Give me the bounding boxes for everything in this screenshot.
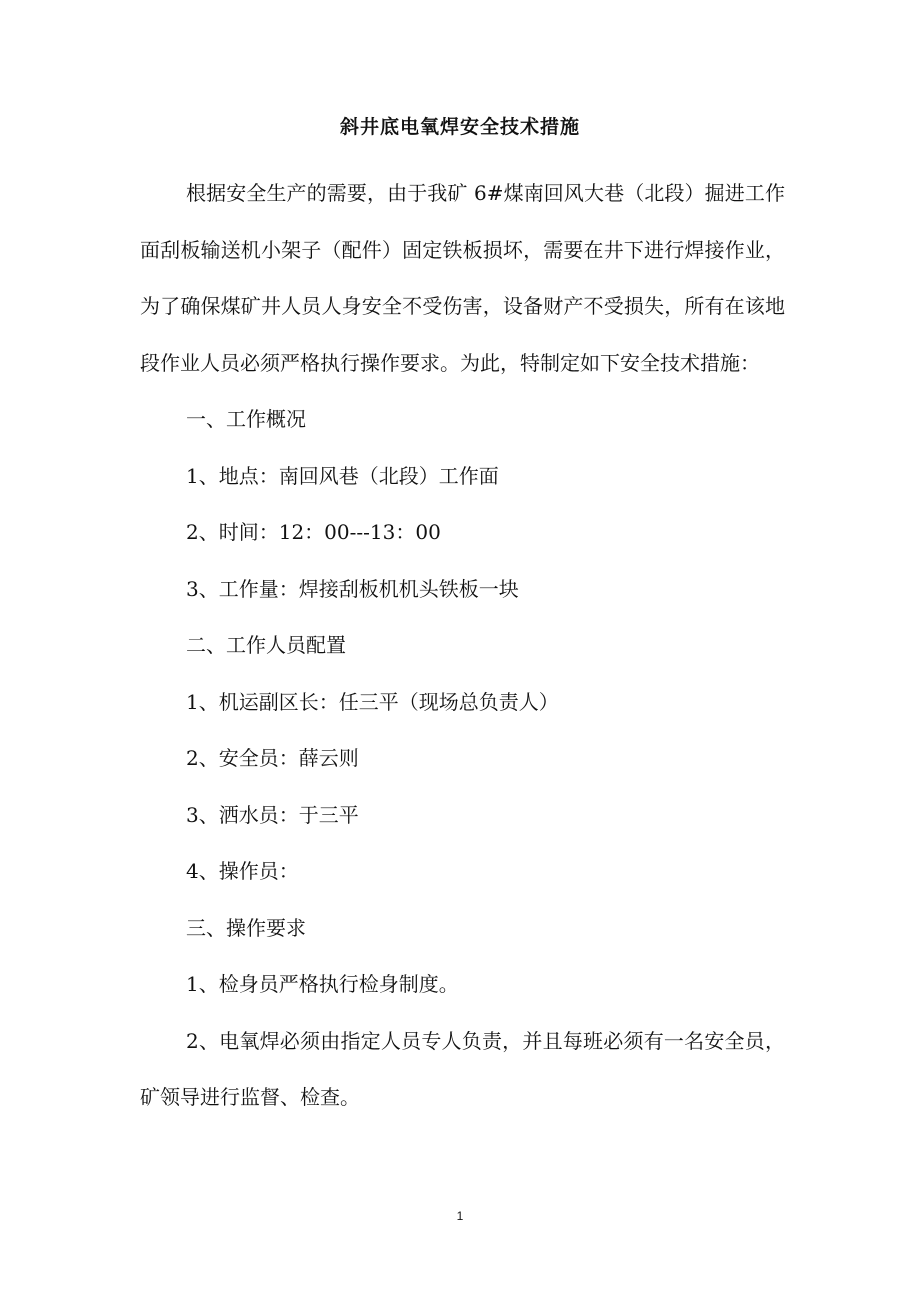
list-item-deputy-chief: 1、机运副区长：任三平（现场总负责人） bbox=[186, 689, 559, 714]
list-item-sprinkler: 3、洒水员：于三平 bbox=[186, 802, 359, 827]
list-item-inspection: 1、检身员严格执行检身制度。 bbox=[186, 972, 459, 996]
list-item-operator: 4、操作员： bbox=[186, 859, 299, 883]
list-item-welding-responsibility: 2、电氧焊必须由指定人员专人负责，并且每班必须有一名安全员，矿领导进行监督、检查。 bbox=[140, 1028, 785, 1109]
section-heading-requirements: 三、操作要求 bbox=[186, 915, 306, 940]
page-number: 1 bbox=[456, 1209, 464, 1223]
section-heading-work-overview: 一、工作概况 bbox=[186, 407, 306, 431]
document-body bbox=[140, 165, 785, 1126]
list-item-location: 1、地点：南回风巷（北段）工作面 bbox=[186, 463, 499, 488]
intro-paragraph: 根据安全生产的需要，由于我矿 6#煤南回风大巷（北段）掘进工作面刮板输送机小架子（配件）固定铁板损坏，需要在井下进行焊接作业，为了确保煤矿井人员人身安全不受伤害，设备财产不受损失，所有在该地段作业人员必须严格执行操作要求。为此，特制定如下安全技术措施： bbox=[140, 181, 785, 375]
list-item-time: 2、时间：12：00---13：00 bbox=[186, 520, 441, 544]
section-heading-staffing: 二、工作人员配置 bbox=[186, 633, 346, 657]
document-title: 斜井底电氧焊安全技术措施 bbox=[339, 116, 580, 138]
list-item-safety-officer: 2、安全员：薛云则 bbox=[186, 746, 359, 770]
list-item-workload: 3、工作量：焊接刮板机机头铁板一块 bbox=[186, 576, 519, 601]
